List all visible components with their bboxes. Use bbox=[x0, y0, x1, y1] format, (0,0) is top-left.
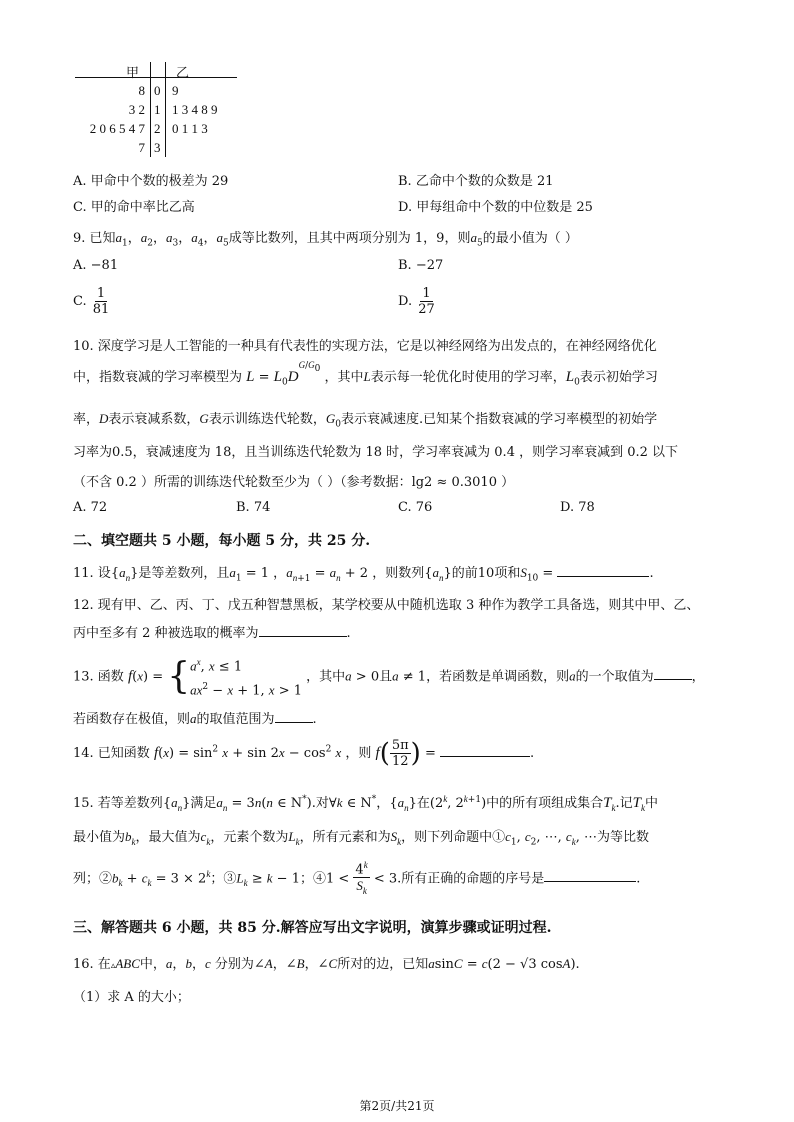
q15-line2: 最小值为$b_k$，最大值为$c_k$，元素个数为$L_k$，所有元素和为$S_k$，则下列命题中$①c_1$, $c_2$, ⋯, $c_k$, ⋯为等比数 bbox=[73, 829, 649, 848]
q9-option-b: B. −27 bbox=[398, 258, 444, 273]
q8-option-d: D. 甲每组命中个数的中位数是 25 bbox=[398, 200, 593, 215]
stem: 0 bbox=[154, 83, 161, 98]
q11: 11. 设$\{a_n\}$是等差数列，且$a_1 = 1$ ，$a_{n+1} = a_n + 2$ ，则数列$\{a_n\}$的前10项和$S_{10}$ = . bbox=[73, 565, 654, 584]
q8-option-a: A. 甲命中个数的极差为 29 bbox=[73, 174, 229, 189]
q16-part1: （1）求 A 的大小； bbox=[73, 990, 190, 1005]
q8-option-c: C. 甲的命中率比乙高 bbox=[73, 200, 195, 215]
q9-stem: 9. 已知$a_1$，$a_2$，$a_3$，$a_4$，$a_5$成等比数列，且其中两项分别为 1，9，则$a_5$的最小值为（ ） bbox=[73, 230, 578, 249]
stem: 3 bbox=[154, 140, 161, 155]
right-leaf: 9 bbox=[172, 83, 179, 98]
section-3-heading: 三、解答题共 6 小题，共 85 分.解答应写出文字说明，演算步骤或证明过程. bbox=[73, 920, 552, 936]
stem: 2 bbox=[154, 121, 161, 136]
q15-line1: 15. 若等差数列$\{a_n\}$满足$a_n = 3n(n$ ∈ N*).对∀k ∈ N*，$\{a_n\}$在(2$^k$, $2^{k+1}$)中的所有项组成集合$T_k$.记$T_k$中 bbox=[73, 793, 658, 813]
left-leaf: 2 0 6 5 4 7 bbox=[89, 121, 145, 136]
q12-line1: 12. 现有甲、乙、丙、丁、戊五种智慧黑板，某学校要从中随机选取 3 种作为教学工具备选，则其中甲、乙、 bbox=[73, 598, 700, 613]
section-2-heading: 二、填空题共 5 小题，每小题 5 分，共 25 分. bbox=[73, 533, 371, 549]
left-leaf: 8 bbox=[138, 83, 145, 98]
q8-option-b: B. 乙命中个数的众数是 21 bbox=[398, 174, 554, 189]
q10-line2: 中，指数衰减的学习率模型为 $L = L_0D^{G/G_0}$ ，其中L表示每一轮优化时使用的学习率，$L_0$表示初始学习 bbox=[73, 359, 658, 388]
q10-option-d: D. 78 bbox=[560, 500, 595, 515]
q15-line3: 列；$②b_k + c_k = 3 \times 2^k$；$③L_k \ge k - 1$；④1 < $\frac{4^k}{S_k}$ < 3.所有正确的命题的序号是 . bbox=[73, 860, 641, 896]
q14: 14. 已知函数 $f(x) = \sin^2 x + \sin 2x - \cos^2 x$ ，则 f( $\frac{5\pi}{12}$ ) = . bbox=[73, 738, 535, 769]
right-leaf: 0 1 1 3 bbox=[172, 121, 208, 136]
header-jia: 甲 bbox=[126, 66, 140, 81]
q10-option-c: C. 76 bbox=[398, 500, 433, 515]
page-footer: 第2页/共21页 bbox=[359, 1099, 435, 1113]
q10-line1: 10. 深度学习是人工智能的一种具有代表性的实现方法，它是以神经网络为出发点的，在神经网络优化 bbox=[73, 339, 657, 354]
q9-option-d: D. $\frac{1}{27}$ bbox=[398, 286, 435, 317]
q10-option-b: B. 74 bbox=[236, 500, 271, 515]
q16: 16. 在▵ABC中，a，b，c 分别为∠A，∠B，∠C所对的边，已知asinC = c(2 − √3 cosA). bbox=[73, 956, 580, 972]
q13-line1: 13. 函数 f(x) = { $a^x$, x ≤ 1 $ax^2 - x + 1$, x > 1 ，其中a > 0且a ≠ 1，若函数是单调函数，则a的一个取值为 ， bbox=[73, 655, 705, 699]
q13-line2: 若函数存在极值，则a的取值范围为 . bbox=[73, 711, 317, 727]
q10-line4: 习率为0.5，衰减速度为 18，且当训练迭代轮数为 18 时，学习率衰减为 0.4 ，则学习率衰减到 0.2 以下 bbox=[73, 445, 679, 460]
left-leaf: 3 2 bbox=[128, 102, 145, 117]
q9-option-c: C. $\frac{1}{81}$ bbox=[73, 286, 110, 317]
q12-line2: 丙中至多有 2 种被选取的概率为 . bbox=[73, 626, 351, 641]
q10-line3: 率，D表示衰减系数，G表示训练迭代轮数，$G_0$表示衰减速度.已知某个指数衰减的学习率模型的初始学 bbox=[73, 411, 658, 430]
q10-line5: （不含 0.2 ）所需的训练迭代轮数至少为（ ）（参考数据：lg2 ≈ 0.3010 ） bbox=[73, 475, 515, 490]
stem: 1 bbox=[154, 102, 161, 117]
right-leaf: 1 3 4 8 9 bbox=[172, 102, 218, 117]
left-leaf: 7 bbox=[138, 140, 145, 155]
header-yi: 乙 bbox=[176, 66, 190, 81]
q9-option-a: A. −81 bbox=[73, 258, 119, 273]
q10-option-a: A. 72 bbox=[73, 500, 108, 515]
